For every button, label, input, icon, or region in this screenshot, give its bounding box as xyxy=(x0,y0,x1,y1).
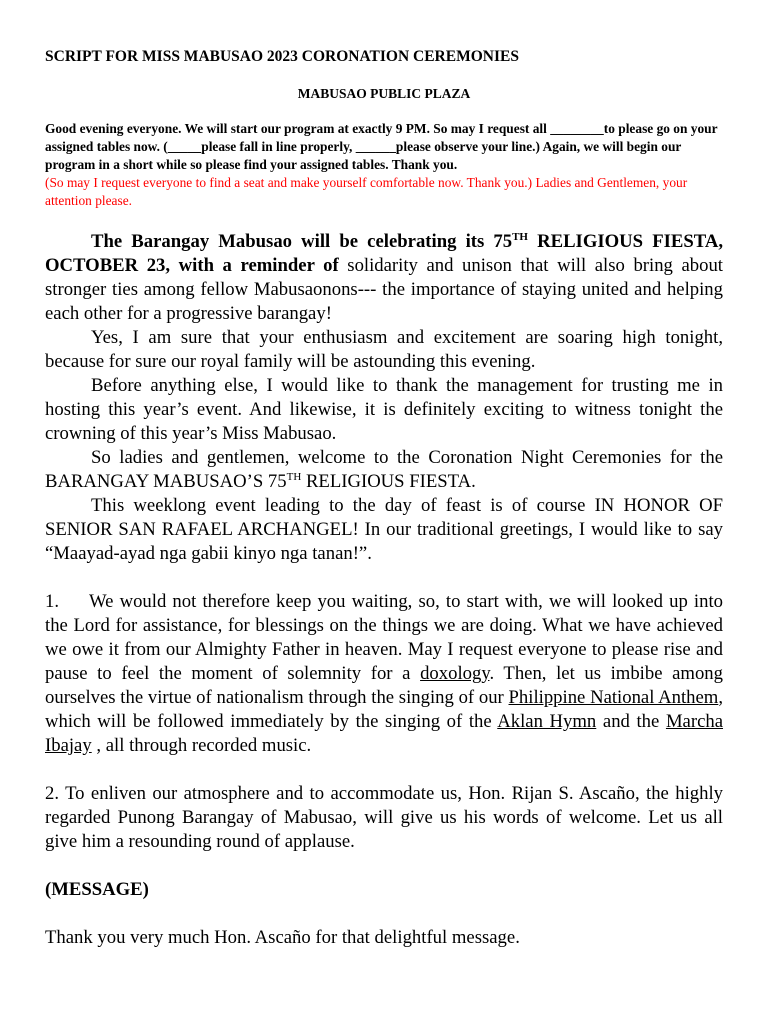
paragraph-welcome xyxy=(45,446,723,494)
item-1-text-a: We would not therefore keep you waiting, so, to start with, we will looked up into the Lord for assistance, for blessings on the things we are doing. What we have achieved we owe it from our Almighty Father in heaven. May I request everyone to please rise and pause to feel the moment of solemnity for a xyxy=(45,591,723,684)
thanks-line: Thank you very much Hon. Ascaño for that delightful message. xyxy=(45,927,520,948)
intro-red-note: (So may I request everyone to find a seat and make yourself comfortable now. Thank you.) Ladies and Gentlemen, your attention please. xyxy=(45,175,688,208)
fiesta-superscript: TH xyxy=(512,231,528,243)
spacer xyxy=(45,758,723,782)
paragraph-weeklong-event: This weeklong event leading to the day of feast is of course IN HONOR OF SENIOR SAN RAFAEL ARCHANGEL! In our traditional greetings, I would like to say “Maayad-ayad nga gabii kinyo nga tanan!”. xyxy=(45,495,723,564)
marcha-ibajay-underlined: Marcha Ibajay xyxy=(45,711,724,756)
item-1-text-c: , which will be followed immediately by the singing of the xyxy=(45,687,723,732)
item-1-text-e: , all through recorded music. xyxy=(91,735,312,756)
paragraph-fiesta xyxy=(45,230,723,326)
venue-heading: MABUSAO PUBLIC PLAZA xyxy=(297,86,471,101)
welcome-text-a: So ladies and gentlemen, welcome to the Coronation Night Ceremonies for the BARANGAY MABUSAO’S 75 xyxy=(45,447,723,492)
intro-instructions xyxy=(45,120,723,210)
spacer xyxy=(45,902,723,926)
national-anthem-underlined: Philippine National Anthem xyxy=(508,687,719,708)
welcome-text-b: RELIGIOUS FIESTA. xyxy=(301,471,476,492)
fiesta-bold-b: RELIGIOUS FIESTA, OCTOBER 23, with a reminder of xyxy=(45,231,723,276)
fiesta-bold-a: The Barangay Mabusao will be celebrating its 75 xyxy=(91,231,513,252)
item-2: 2. To enliven our atmosphere and to accommodate us, Hon. Rijan S. Ascaño, the highly regarded Punong Barangay of Mabusao, will give us his words of welcome. Let us all give him a resounding round of applause. xyxy=(45,783,723,852)
item-1-number: 1. xyxy=(45,591,60,612)
message-heading: (MESSAGE) xyxy=(45,879,149,900)
paragraph-enthusiasm: Yes, I am sure that your enthusiasm and excitement are soaring high tonight, because for sure our royal family will be astounding this evening. xyxy=(45,327,723,372)
paragraph-thanks-management: Before anything else, I would like to thank the management for trusting me in hosting this year’s event. And likewise, it is definitely exciting to witness tonight the crowning of this year’s Miss Mabusao. xyxy=(45,375,723,444)
script-body xyxy=(45,230,723,950)
doxology-underlined: doxology xyxy=(420,663,490,684)
spacer xyxy=(45,854,723,878)
spacer xyxy=(45,566,723,590)
item-1-text-d: and the xyxy=(596,711,666,732)
intro-bold-text: Good evening everyone. We will start our program at exactly 9 PM. So may I request all ________to please go on your assigned tables now. (_____please fall in line properly, ______please observe your line.) Again, we will begin our program in a short while so please find your assigned tables. Thank you. xyxy=(45,121,718,172)
item-1 xyxy=(45,590,723,758)
item-1-text-b: . Then, let us imbibe among ourselves the virtue of nationalism through the singing of our xyxy=(45,663,723,708)
fiesta-rest: solidarity and unison that will also bring about stronger ties among fellow Mabusaonons--- the importance of staying united and helping each other for a progressive barangay! xyxy=(45,255,723,324)
document-title: SCRIPT FOR MISS MABUSAO 2023 CORONATION CEREMONIES xyxy=(45,48,519,65)
aklan-hymn-underlined: Aklan Hymn xyxy=(497,711,597,732)
welcome-superscript: TH xyxy=(286,471,302,483)
